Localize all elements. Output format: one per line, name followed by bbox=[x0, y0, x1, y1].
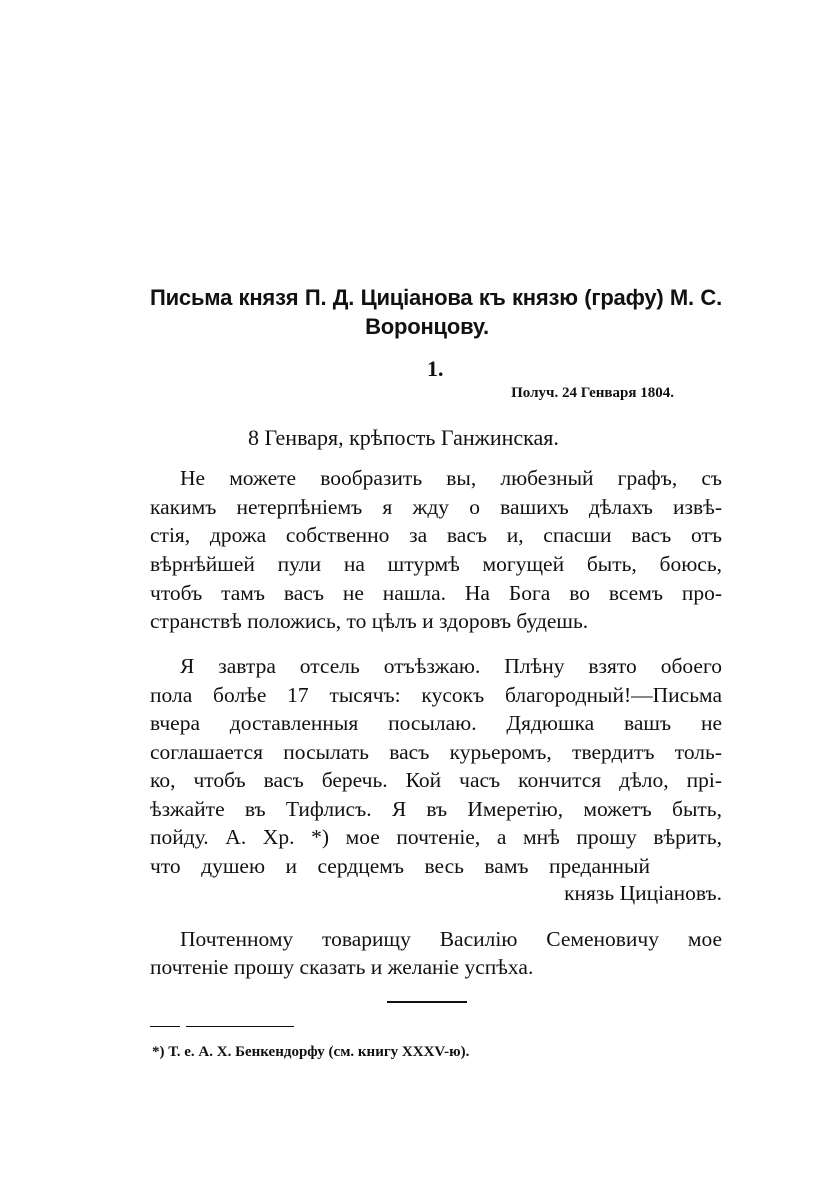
section-divider bbox=[387, 1001, 467, 1003]
footnote-rule-long bbox=[186, 1026, 294, 1027]
paragraph-line: вчера доставленныя посылаю. Дядюшка вашъ не bbox=[150, 711, 722, 735]
paragraph-line: пола болѣе 17 тысячъ: кусокъ благородный!—Письма bbox=[150, 683, 722, 707]
paragraph-line: Почтенному товарищу Василію Семеновичу мое bbox=[180, 927, 722, 951]
footnote: *) Т. е. А. Х. Бенкендорфу (см. книгу XXXV-ю). bbox=[152, 1044, 470, 1060]
paragraph-line: вѣрнѣйшей пули на штурмѣ могущей быть, боюсь, bbox=[150, 552, 722, 576]
paragraph-line: Я завтра отсель отъѣзжаю. Плѣну взято обоего bbox=[180, 654, 722, 678]
signature: князь Циціановъ. bbox=[564, 881, 722, 905]
paragraph-line: ѣзжайте въ Тифлисъ. Я въ Имеретію, можетъ быть, bbox=[150, 797, 722, 821]
paragraph-line: что душею и сердцемъ весь вамъ преданный bbox=[150, 854, 650, 878]
paragraph-line: почтеніе прошу сказать и желаніе успѣха. bbox=[150, 955, 534, 979]
footnote-rule-short bbox=[150, 1026, 180, 1027]
paragraph-line: какимъ нетерпѣніемъ я жду о вашихъ дѣлахъ извѣ- bbox=[150, 495, 722, 519]
paragraph-line: соглашается посылать васъ курьеромъ, твердитъ толь- bbox=[150, 740, 722, 764]
title-line-1: Письма князя П. Д. Циціанова къ князю (графу) М. С. bbox=[150, 285, 722, 310]
paragraph-line: странствѣ положись, то цѣлъ и здоровъ будешь. bbox=[150, 609, 589, 633]
paragraph-line: Не можете вообразить вы, любезный графъ, съ bbox=[180, 466, 722, 490]
letter-number: 1. bbox=[427, 356, 444, 381]
paragraph-line: ко, чтобъ васъ беречь. Кой часъ кончится дѣло, прі- bbox=[150, 768, 722, 792]
paragraph-line: чтобъ тамъ васъ не нашла. На Бога во всемъ про- bbox=[150, 581, 722, 605]
paragraph-line: пойду. А. Хр. *) мое почтеніе, а мнѣ прошу вѣрить, bbox=[150, 825, 722, 849]
dateline: 8 Генваря, крѣпость Ганжинская. bbox=[248, 425, 559, 450]
title-line-2: Воронцову. bbox=[365, 314, 489, 339]
received-note: Получ. 24 Генваря 1804. bbox=[511, 385, 674, 401]
paragraph-line: стія, дрожа собственно за васъ и, спасши васъ отъ bbox=[150, 523, 722, 547]
